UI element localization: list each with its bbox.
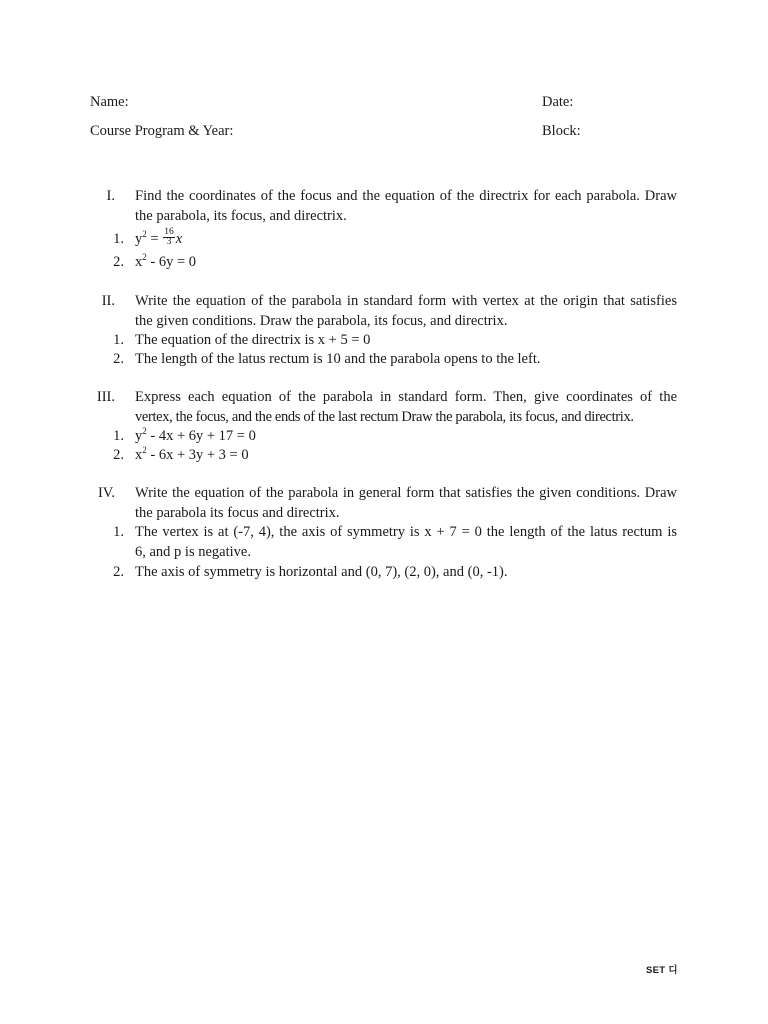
eq-variable: x — [175, 231, 183, 247]
eq-exponent: 2 — [142, 426, 147, 436]
item-number: 1. — [113, 231, 124, 247]
eq-base: x — [135, 447, 143, 463]
item-number: 2. — [113, 447, 124, 463]
item-number: 2. — [113, 351, 124, 367]
eq-rest: - 6y = 0 — [146, 254, 197, 270]
item-equation — [135, 427, 677, 447]
instruction-line: the parabola its focus and directrix. — [135, 504, 340, 521]
instruction-line: Find the coordinates of the focus and the equation of the directrix for each parabola. Draw — [135, 188, 677, 204]
section-numeral: II. — [101, 293, 115, 309]
eq-rest: - 4x + 6y + 17 = 0 — [146, 428, 256, 444]
item-text: The length of the latus rectum is 10 and the parabola opens to the left. — [135, 351, 541, 367]
item-text-line: 6, and p is negative. — [135, 543, 251, 560]
item-equation — [135, 227, 677, 250]
eq-base: x — [135, 254, 143, 270]
course-label: Course Program & Year: — [90, 123, 234, 139]
eq-exponent: 2 — [142, 252, 147, 262]
eq-exponent: 2 — [142, 229, 147, 239]
instruction-line: the given conditions. Draw the parabola, its focus, and directrix. — [135, 312, 508, 329]
instruction-line: Write the equation of the parabola in general form that satisfies the given conditions. Draw — [135, 485, 677, 501]
section-instructions — [135, 187, 677, 226]
eq-sign: = — [146, 231, 163, 247]
eq-rest: - 6x + 3y + 3 = 0 — [146, 447, 249, 463]
eq-base: y — [135, 231, 143, 247]
item-text: The axis of symmetry is horizontal and (0, 7), (2, 0), and (0, -1). — [135, 564, 508, 580]
item-text: The equation of the directrix is x + 5 = 0 — [135, 332, 371, 348]
fraction-numerator: 16 — [164, 227, 174, 238]
item-equation — [135, 253, 677, 273]
item-text-line: The vertex is at (-7, 4), the axis of symmetry is x + 7 = 0 the length of the latus rectum is — [135, 524, 677, 540]
instruction-line: Write the equation of the parabola in standard form with vertex at the origin that satisfies — [135, 293, 677, 309]
eq-exponent: 2 — [142, 445, 147, 455]
instruction-line: the parabola, its focus, and directrix. — [135, 207, 347, 224]
eq-base: y — [135, 428, 143, 444]
section-numeral: IV. — [97, 485, 115, 501]
item-number: 1. — [113, 428, 124, 444]
item-equation — [135, 446, 677, 466]
section-numeral: III. — [96, 389, 115, 405]
block-label: Block: — [542, 123, 581, 139]
instruction-line: Express each equation of the parabola in standard form. Then, give coordinates of the — [135, 389, 677, 405]
item-text — [135, 523, 677, 562]
item-number: 2. — [113, 254, 124, 270]
name-label: Name: — [90, 94, 129, 110]
section-numeral: I. — [106, 188, 115, 204]
section-instructions — [135, 484, 677, 523]
date-label: Date: — [542, 94, 574, 110]
item-number: 2. — [113, 564, 124, 580]
instruction-line: vertex, the focus, and the ends of the last rectum Draw the parabola, its focus, and directrix. — [135, 408, 634, 425]
fraction-denominator: 3 — [166, 237, 172, 248]
item-number: 1. — [113, 524, 124, 540]
section-instructions — [135, 292, 677, 331]
set-label: SET 디 — [646, 965, 678, 976]
item-number: 1. — [113, 332, 124, 348]
eq-fraction — [163, 228, 175, 247]
section-instructions — [135, 388, 677, 427]
